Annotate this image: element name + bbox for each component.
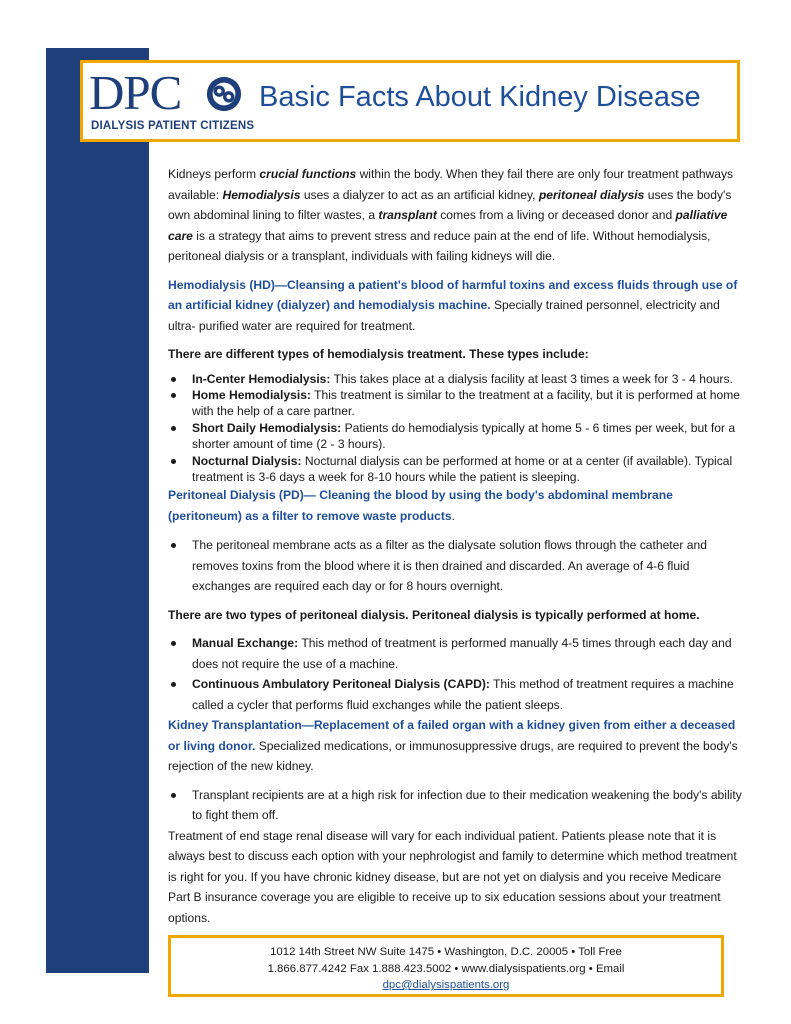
footer-phone-web: 1.866.877.4242 Fax 1.888.423.5002 • www.dialysispatients.org • Email [267, 962, 625, 975]
page-title: Basic Facts About Kidney Disease [259, 81, 701, 113]
intro-paragraph: Kidneys perform crucial functions within the body. When they fail there are only four treatment pathways available: Hemodialysis uses a dialyzer to act as an artificial kidney, peritoneal dialysis uses the body's own abdominal lining to filter wastes, a transplant comes from a living or deceased donor and palliative care is a strategy that aims to prevent stress and reduce pain at the end of life. Without hemodialysis, peritoneal dialysis or a transplant, individuals with failing kidneys will die. [168, 167, 734, 263]
footer-email-link[interactable]: dpc@dialysispatients.org [382, 979, 510, 991]
logo-circle-icon [205, 75, 243, 113]
logo-subtitle: DIALYSIS PATIENT CITIZENS [91, 120, 255, 132]
closing-paragraph: Treatment of end stage renal disease will vary for each individual patient. Patients please note that it is always best to discuss each option with your nephrologist and family to determine which method treatment is right for you. If you have chronic kidney disease, but are not yet on dialysis and you receive Medicare Part B insurance coverage you are eligible to receive up to six education sessions about your treatment options. [168, 828, 737, 925]
list-item: Short Daily Hemodialysis: Patients do hemodialysis typically at home 5 - 6 times per week, but for a shorter amount of time (2 - 3 hours). [168, 420, 746, 453]
document-body [168, 164, 746, 928]
kt-heading: Kidney Transplantation—Replacement of a failed organ with a kidney given from either a deceased or living donor. [168, 718, 736, 753]
pd-heading-paragraph: Peritoneal Dialysis (PD)— Cleaning the blood by using the body's abdominal membrane (peritoneum) as a filter to remove waste products. [168, 488, 673, 523]
list-item: Home Hemodialysis: This treatment is similar to the treatment at a facility, but it is performed at home with the help of a care partner. [168, 387, 746, 420]
header-banner [80, 60, 740, 142]
side-color-bar [46, 48, 149, 973]
list-item: Continuous Ambulatory Peritoneal Dialysis (CAPD): This method of treatment requires a machine called a cycler that performs fluid exchanges while the patient sleeps. [168, 674, 746, 715]
hd-types-list [168, 371, 746, 486]
list-item: The peritoneal membrane acts as a filter as the dialysate solution flows through the catheter and removes toxins from the blood where it is then drained and discarded. An average of 4-6 fluid exchanges are required each day or for 8 hours overnight. [168, 535, 746, 597]
footer-contact-box [168, 935, 724, 997]
dpc-logo [89, 65, 269, 135]
kt-bullet-list [168, 785, 746, 826]
pd-types-list [168, 633, 746, 715]
pd-bullet-list [168, 535, 746, 597]
pd-types-heading: There are two types of peritoneal dialysis. Peritoneal dialysis is typically performed at home. [168, 607, 700, 622]
list-item: Transplant recipients are at a high risk for infection due to their medication weakening the body's ability to fight them off. [168, 785, 746, 826]
pd-heading: Peritoneal Dialysis (PD)— Cleaning the blood by using the body's abdominal membrane (peritoneum) as a filter to remove waste products [168, 488, 673, 523]
logo-text: DPC [89, 65, 182, 120]
hd-types-heading: There are different types of hemodialysis treatment. These types include: [168, 347, 589, 361]
list-item: In-Center Hemodialysis: This takes place at a dialysis facility at least 3 times a week for 3 - 4 hours. [168, 371, 746, 387]
list-item: Manual Exchange: This method of treatment is performed manually 4-5 times through each day and does not require the use of a machine. [168, 633, 746, 674]
footer-address: 1012 14th Street NW Suite 1475 • Washington, D.C. 20005 • Toll Free [270, 946, 622, 958]
list-item: Nocturnal Dialysis: Nocturnal dialysis can be performed at home or at a center (if available). Typical treatment is 3-6 days a week for 8-10 hours while the patient is sleeping. [168, 453, 746, 486]
hd-heading: Hemodialysis (HD)—Cleansing a patient's blood of harmful toxins and excess fluids through use of an artificial kidney (dialyzer) and hemodialysis machine. [168, 277, 738, 312]
hd-paragraph: Hemodialysis (HD)—Cleansing a patient's blood of harmful toxins and excess fluids through use of an artificial kidney (dialyzer) and hemodialysis machine. Specially trained personnel, electricity and ultra- purified water are required for treatment. [168, 277, 738, 333]
kt-paragraph: Kidney Transplantation—Replacement of a failed organ with a kidney given from either a deceased or living donor. Specialized medications, or immunosuppressive drugs, are required to prevent the body's rejection of the new kidney. [168, 718, 738, 774]
